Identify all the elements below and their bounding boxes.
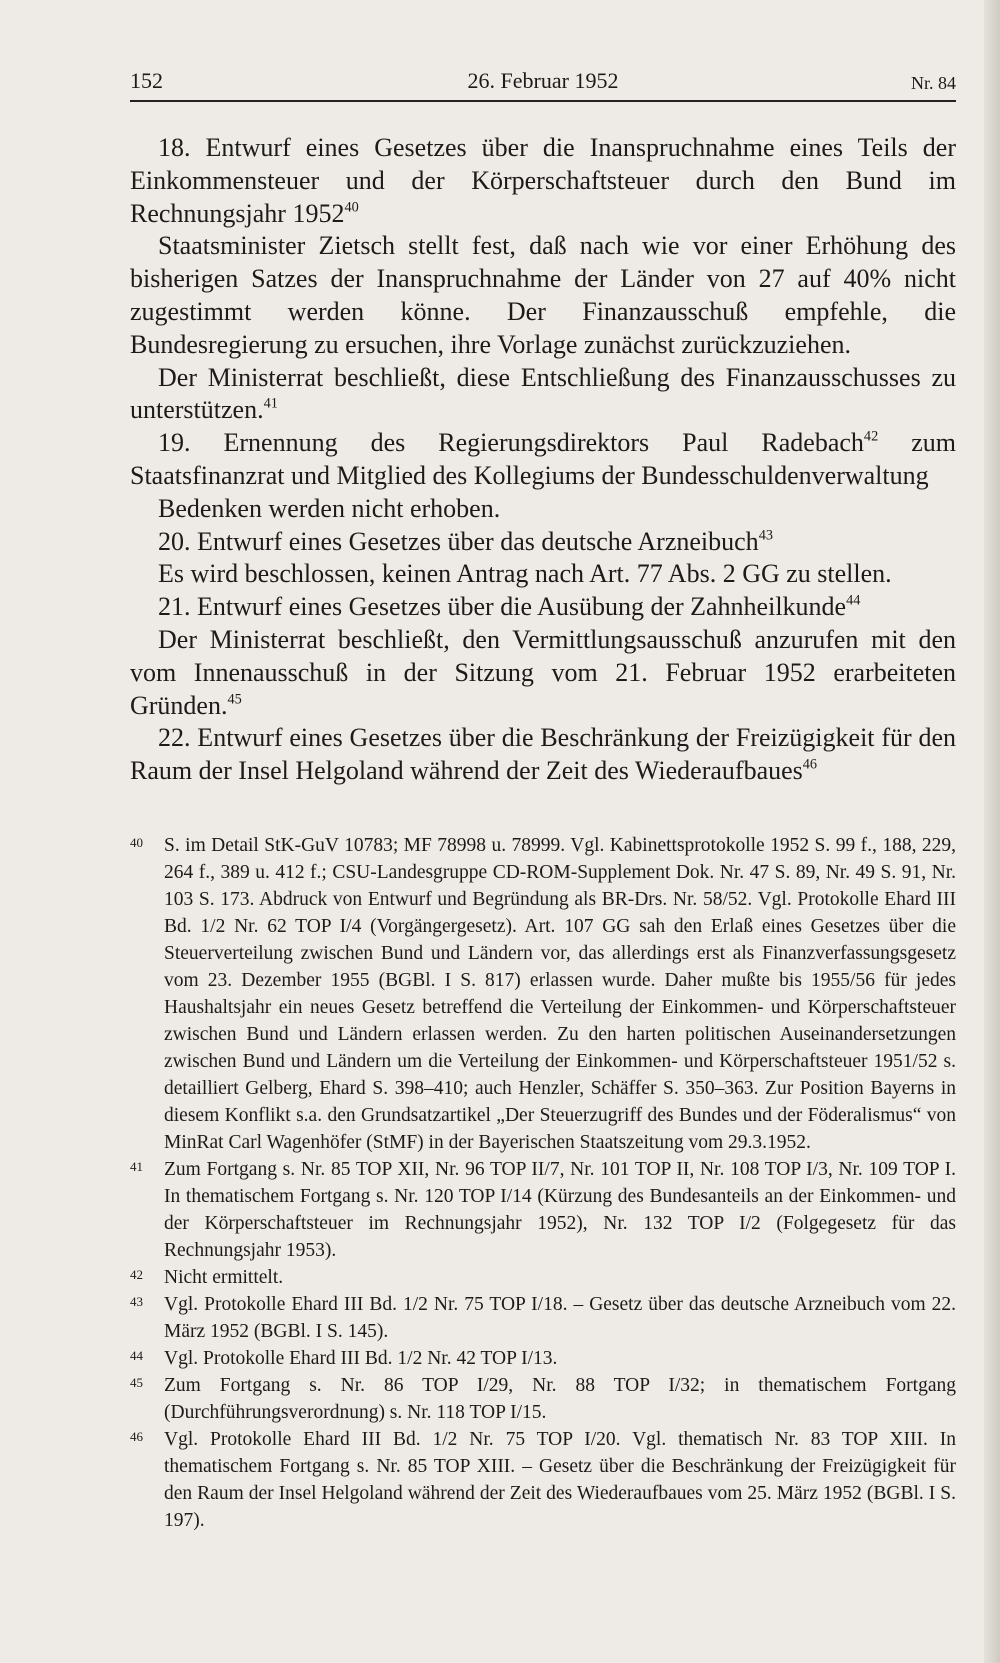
footnote-number: 41 xyxy=(130,1158,143,1174)
agenda-item-20-title: 20. Entwurf eines Gesetzes über das deutsche Arzneibuch$^{43}$ xyxy=(158,526,773,556)
footnote-43 xyxy=(130,1291,956,1345)
footnote-text: S. im Detail StK-GuV 10783; MF 78998 u. 78999. Vgl. Kabinettsprotokolle 1952 S. 99 f., 188, 229, 264 f., 389 u. 412 f.; CSU-Landesgruppe CD-ROM-Supplement Dok. Nr. 47 S. 89, Nr. 49 S. 91, Nr. 103 S. 173. Abdruck von Entwurf und Begründung als BR-Drs. Nr. 58/52. Vgl. Protokolle Ehard III Bd. 1/2 Nr. 62 TOP I/4 (Vorgängergesetz). Art. 107 GG sah den Erlaß eines Gesetzes über die Steuerverteilung zwischen Bund und Ländern vor, das allerdings erst als Finanzverfassungsgesetz vom 23. Dezember 1955 (BGBl. I S. 817) erlassen wurde. Daher mußte bis 1955/56 für jedes Haushaltsjahr ein neues Gesetz betreffend die Verteilung der Einkommen- und Körperschaftsteuer zwischen Bund und Ländern erlassen werden. Zu den harten politischen Auseinandersetzungen zwischen Bund und Ländern um die Verteilung der Einkommen- und Körperschaftsteuer 1951/52 s. detailliert Gelberg, Ehard S. 398–410; auch Henzler, Schäffer S. 350–363. Zur Position Bayerns in diesem Konflikt s.a. den Grundsatzartikel „Der Steuerzugriff des Bundes und der Föderalismus“ von MinRat Carl Wagenhöfer (StMF) in der Bayerischen Staatszeitung vom 29.3.1952. xyxy=(164,834,956,1153)
header-date: 26. Februar 1952 xyxy=(467,68,619,93)
footnote-number: 45 xyxy=(130,1374,143,1390)
agenda-item-22-title: 22. Entwurf eines Gesetzes über die Beschränkung der Freizügigkeit für den Raum der Insel Helgoland während der Zeit des Wiederaufbaues$^{46}$ xyxy=(130,723,956,786)
running-header xyxy=(130,64,956,102)
page-number: 152 xyxy=(130,68,163,93)
footnote-text: Nicht ermittelt. xyxy=(164,1266,284,1288)
agenda-item-19-decision: Bedenken werden nicht erhoben. xyxy=(158,493,501,523)
footnote-ref-46[interactable]: 46 xyxy=(802,756,818,773)
agenda-item-20-decision: Es wird beschlossen, keinen Antrag nach Art. 77 Abs. 2 GG zu stellen. xyxy=(158,559,892,589)
footnote-ref-45[interactable]: 45 xyxy=(227,691,242,708)
footnote-ref-40[interactable]: 40 xyxy=(344,199,359,216)
footnote-ref-44[interactable]: 44 xyxy=(846,592,861,609)
footnote-40 xyxy=(130,832,956,1156)
agenda-item-18-statement: Staatsminister Zietsch stellt fest, daß nach wie vor einer Erhöhung des bisherigen Satzes der Inanspruchnahme der Länder von 27 auf 40% nicht zugestimmt werden könne. Der Finanzausschuß empfehle, die Bundesregierung zu ersuchen, ihre Vorlage zunächst zurückzuziehen. xyxy=(130,231,956,359)
agenda-item-18-title: 18. Entwurf eines Gesetzes über die Inanspruchnahme eines Teils der Einkommensteuer und der Körperschaftsteuer durch den Bund im Rechnungsjahr 1952$^{40}$ xyxy=(130,133,956,228)
agenda-item-18-decision: Der Ministerrat beschließt, diese Entschließung des Finanzausschusses zu unterstützen.$^{41}$ xyxy=(130,362,956,425)
footnote-text: Vgl. Protokolle Ehard III Bd. 1/2 Nr. 42 TOP I/13. xyxy=(164,1347,558,1369)
footnote-number: 43 xyxy=(130,1293,143,1309)
footnote-ref-42[interactable]: 42 xyxy=(863,428,879,445)
footnote-text: Zum Fortgang s. Nr. 85 TOP XII, Nr. 96 TOP II/7, Nr. 101 TOP II, Nr. 108 TOP I/3, Nr. 109 TOP I. In thematischem Fortgang s. Nr. 120 TOP I/14 (Kürzung des Bundesanteils an der Einkommen- und der Körperschaftsteuer im Rechnungsjahr 1952), Nr. 132 TOP I/2 (Folgegesetz für das Rechnungsjahr 1953). xyxy=(164,1158,956,1261)
footnote-number: 40 xyxy=(130,834,143,850)
footnotes xyxy=(130,832,956,1534)
footnote-number: 46 xyxy=(130,1428,143,1444)
footnote-text: Vgl. Protokolle Ehard III Bd. 1/2 Nr. 75 TOP I/20. Vgl. thematisch Nr. 83 TOP XIII. In thematischem Fortgang s. Nr. 85 TOP XIII. – Gesetz über die Beschränkung der Freizügigkeit für den Raum der Insel Helgoland während der Zeit des Wiederaufbaues vom 25. März 1952 (BGBl. I S. 197). xyxy=(164,1428,956,1531)
footnote-ref-41[interactable]: 41 xyxy=(263,396,278,413)
footnote-number: 42 xyxy=(130,1266,143,1282)
issue-number: Nr. 84 xyxy=(911,73,956,93)
footnote-42 xyxy=(130,1264,956,1291)
agenda-item-19-title: 19. Ernennung des Regierungsdirektors Paul Radebach$^{42}$ zum Staatsfinanzrat und Mitglied des Kollegiums der Bundesschuldenverwaltung xyxy=(130,428,957,490)
footnote-ref-43[interactable]: 43 xyxy=(758,527,773,544)
agenda-item-21-title: 21. Entwurf eines Gesetzes über die Ausübung der Zahnheilkunde$^{44}$ xyxy=(158,592,861,622)
footnote-text: Zum Fortgang s. Nr. 86 TOP I/29, Nr. 88 TOP I/32; in thematischem Fortgang (Durchführungsverordnung) s. Nr. 118 TOP I/15. xyxy=(164,1374,956,1423)
footnote-text: Vgl. Protokolle Ehard III Bd. 1/2 Nr. 75 TOP I/18. – Gesetz über das deutsche Arzneibuch vom 22. März 1952 (BGBl. I S. 145). xyxy=(164,1293,956,1342)
page-body xyxy=(130,132,956,1534)
agenda-item-21-decision: Der Ministerrat beschließt, den Vermittlungsausschuß anzurufen mit den vom Innenausschuß in der Sitzung vom 21. Februar 1952 erarbeiteten Gründen.$^{45}$ xyxy=(130,624,956,720)
footnote-number: 44 xyxy=(130,1347,143,1363)
footnote-46 xyxy=(130,1426,956,1534)
footnote-41 xyxy=(130,1156,956,1264)
page-edge-shadow xyxy=(984,0,1000,1663)
footnote-45 xyxy=(130,1372,956,1426)
main-text xyxy=(130,132,956,788)
footnote-44 xyxy=(130,1345,956,1372)
